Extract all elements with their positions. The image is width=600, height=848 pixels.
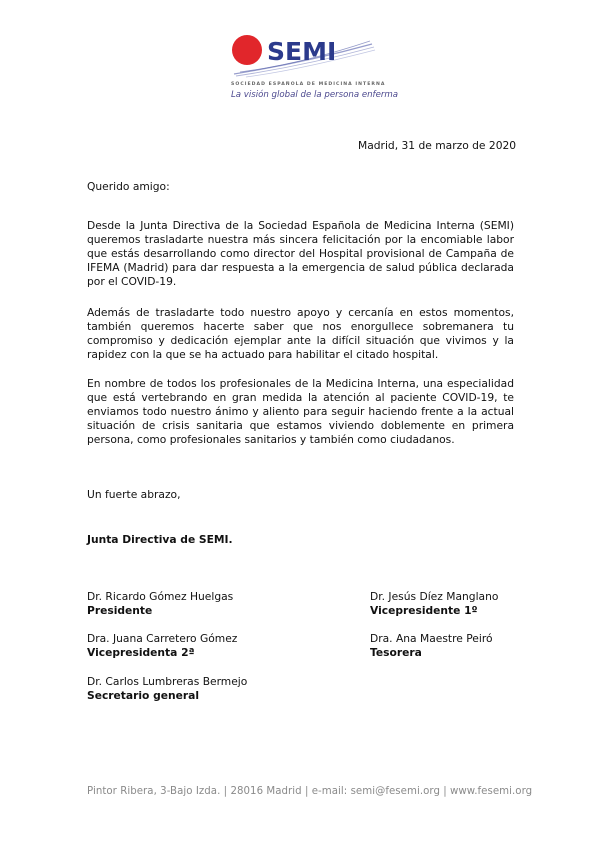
letter-date: Madrid, 31 de marzo de 2020 [358,139,517,152]
signatory-name: Dra. Ana Maestre Peiró [370,632,493,645]
letter-closing: Un fuerte abrazo, [87,488,181,501]
signatory-vicepresident-2 [87,632,237,660]
logo-wordmark: SEMI [267,37,337,66]
letter-paragraph-2: Además de trasladarte todo nuestro apoyo y cercanía en estos momentos, también queremos hacerte saber que nos enorgullece sobremanera tu compromiso y dedicación ejemplar ante la difícil situación que vivimos y la rapidez con la que se ha actuado para habilitar el citado hospital. [87,306,514,362]
signatory-name: Dr. Jesús Díez Manglano [370,590,499,603]
logo-tagline-slogan: La visión global de la persona enferma [231,90,399,100]
letter-signature-board: Junta Directiva de SEMI. [87,533,233,546]
logo-tagline-society: SOCIEDAD ESPAÑOLA DE MEDICINA INTERNA [231,82,386,87]
signatory-name: Dr. Ricardo Gómez Huelgas [87,590,234,603]
signatory-name: Dr. Carlos Lumbreras Bermejo [87,675,248,688]
signatory-role: Vicepresidente 1º [370,604,478,617]
signatory-name: Dra. Juana Carretero Gómez [87,632,238,645]
signatory-vicepresident-1 [370,590,498,618]
signatory-president [87,590,233,618]
signatory-secretary [87,675,247,703]
signatory-role: Vicepresidenta 2ª [87,646,195,659]
signatory-role: Secretario general [87,689,200,702]
semi-logo [226,30,399,105]
signatory-role: Presidente [87,604,153,617]
letter-paragraph-3: En nombre de todos los profesionales de la Medicina Interna, una especialidad que está vertebrando en gran medida la atención al paciente COVID-19, te enviamos todo nuestro ánimo y aliento para seguir haciendo frente a la actual situación de crisis sanitaria que estamos viviendo doblemente en primera persona, como profesionales sanitarios y también como ciudadanos. [87,377,514,447]
semi-logo-mark [226,30,376,82]
signatory-treasurer [370,632,493,660]
footer-contact: Pintor Ribera, 3-Bajo Izda. | 28016 Madrid | e-mail: semi@fesemi.org | www.fesemi.org [87,786,533,797]
signatory-role: Tesorera [370,646,422,659]
letter-greeting: Querido amigo: [87,180,170,193]
letter-paragraph-1: Desde la Junta Directiva de la Sociedad Española de Medicina Interna (SEMI) queremos trasladarte nuestra más sincera felicitación por la encomiable labor que estás desarrollando como director del Hospital provisional de Campaña de IFEMA (Madrid) para dar respuesta a la emergencia de salud pública declarada por el COVID-19. [87,219,514,289]
red-circle-icon [232,35,262,65]
